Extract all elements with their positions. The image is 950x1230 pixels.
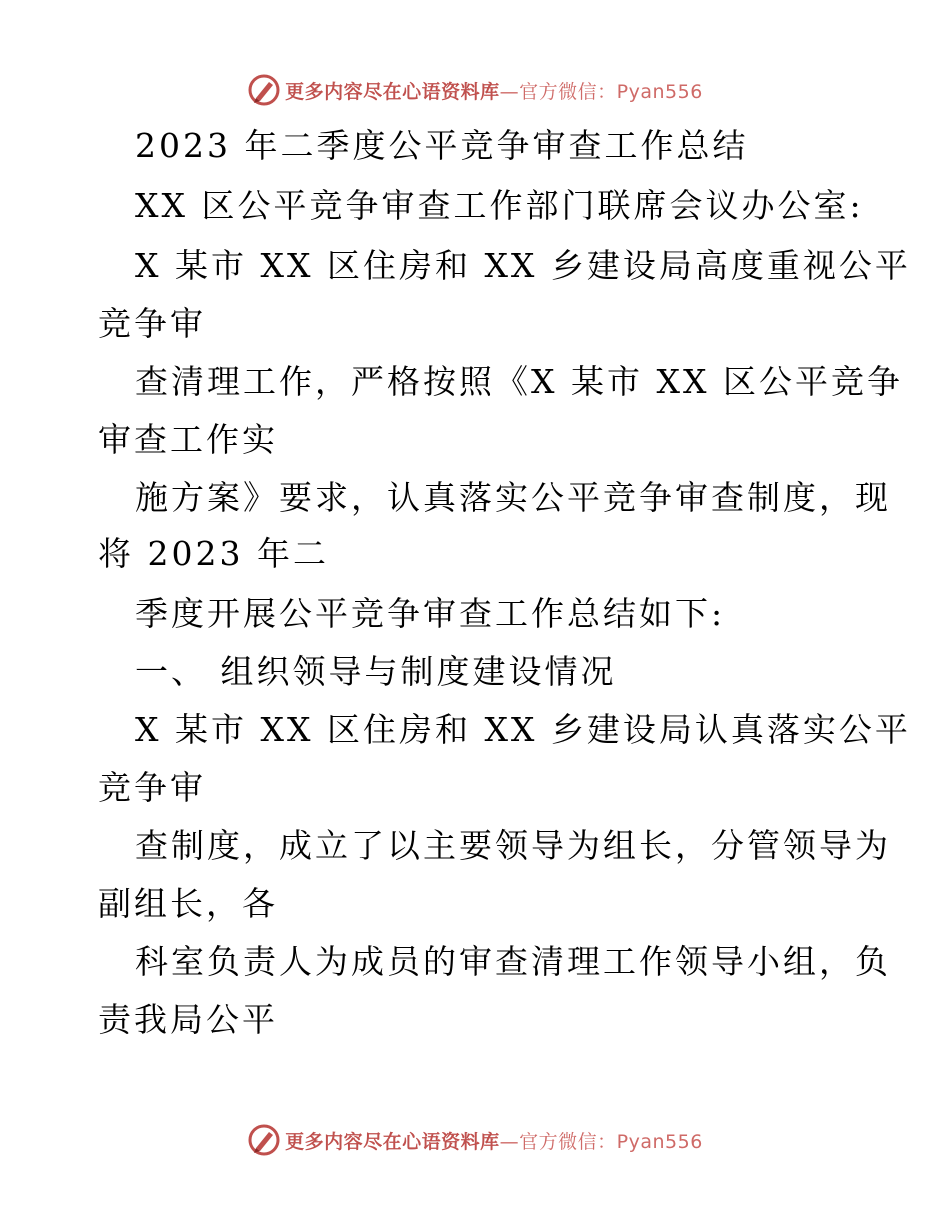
paragraph-line: 施方案》要求，认真落实公平竞争审查制度，现 <box>135 478 891 517</box>
watermark-text: 更多内容尽在心语资料库—官方微信：Pyan556 <box>285 80 703 103</box>
paragraph-line: 副组长，各 <box>98 884 278 923</box>
paragraph-line: 将 2023 年二 <box>98 534 329 573</box>
paragraph-line: 竞争审 <box>98 768 206 807</box>
paragraph-line: 审查工作实 <box>98 420 278 459</box>
paragraph-line: 查清理工作，严格按照《X 某市 XX 区公平竞争 <box>135 362 903 401</box>
paragraph-line: 竞争审 <box>98 304 206 343</box>
watermark-footer <box>0 1120 950 1160</box>
paragraph-line: 季度开展公平竞争审查工作总结如下: <box>135 594 726 633</box>
paragraph-line: XX 区公平竞争审查工作部门联席会议办公室: <box>135 186 864 225</box>
watermark-header <box>0 70 950 110</box>
paragraph-line: 科室负责人为成员的审查清理工作领导小组，负 <box>135 942 891 981</box>
paragraph-line: 查制度，成立了以主要领导为组长，分管领导为 <box>135 826 891 865</box>
paragraph-line: 责我局公平 <box>98 1000 278 1039</box>
section-heading: 一、 组织领导与制度建设情况 <box>135 652 617 691</box>
pen-logo-icon <box>247 1123 281 1157</box>
watermark-text: 更多内容尽在心语资料库—官方微信：Pyan556 <box>285 1130 703 1153</box>
paragraph-line: X 某市 XX 区住房和 XX 乡建设局认真落实公平 <box>135 710 911 749</box>
document-title: 2023 年二季度公平竞争审查工作总结 <box>135 126 749 165</box>
paragraph-line: X 某市 XX 区住房和 XX 乡建设局高度重视公平 <box>135 246 911 285</box>
pen-logo-icon <box>247 73 281 107</box>
